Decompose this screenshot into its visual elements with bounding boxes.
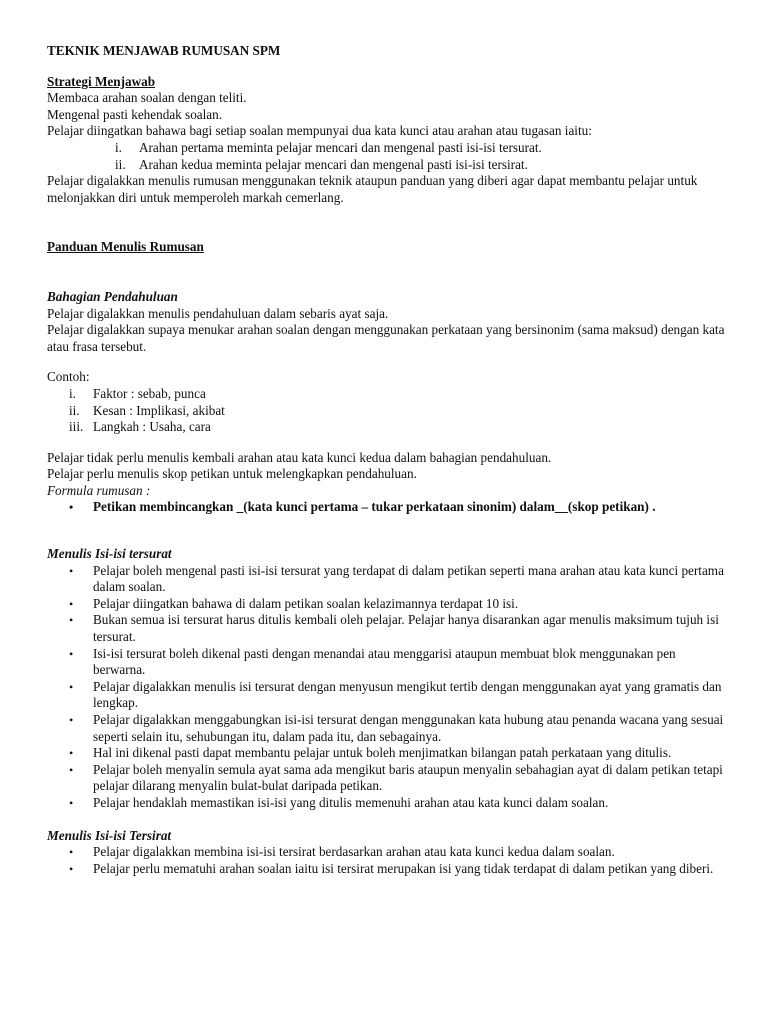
strategi-line-2: Mengenal pasti kehendak soalan. <box>47 106 223 122</box>
list-text: Pelajar digalakkan menggabungkan isi-isi tersurat dengan menggunakan kata hubung atau penanda wacana yang sesuai seperti selain itu, sehubungan itu, dalam pada itu, dan sebagainya. <box>93 712 724 744</box>
bullet-icon: • <box>69 713 74 727</box>
pendahuluan-line-4: Pelajar perlu menulis skop petikan untuk melengkapkan pendahuluan. <box>47 466 417 482</box>
bullet-icon: • <box>69 500 74 515</box>
tersirat-list <box>47 844 728 877</box>
list-item <box>47 563 728 596</box>
strategi-list <box>47 140 728 173</box>
contoh-label: Contoh: <box>47 369 90 385</box>
bullet-icon: • <box>69 795 74 810</box>
list-text: Pelajar perlu mematuhi arahan soalan iaitu isi tersirat merupakan isi yang tidak terdapat di dalam petikan yang diberi. <box>93 860 714 876</box>
bullet-icon: • <box>69 845 74 860</box>
list-text: Pelajar digalakkan membina isi-isi tersirat berdasarkan arahan atau kata kunci kedua dalam soalan. <box>93 844 615 860</box>
list-number: i. <box>69 385 76 401</box>
list-number: ii. <box>69 402 80 418</box>
bullet-icon: • <box>69 596 74 611</box>
strategi-line-3: Pelajar diingatkan bahawa bagi setiap soalan mempunyai dua kata kunci atau arahan atau tugasan iaitu: <box>47 123 592 139</box>
tersurat-heading: Menulis Isi-isi tersurat <box>47 546 172 562</box>
contoh-list <box>47 386 728 436</box>
list-number: iii. <box>69 419 84 435</box>
list-item <box>47 646 728 679</box>
pendahuluan-heading: Bahagian Pendahuluan <box>47 288 178 304</box>
list-text: Hal ini dikenal pasti dapat membantu pelajar untuk boleh menjimatkan bilangan patah perkataan yang ditulis. <box>93 745 672 761</box>
tersirat-heading: Menulis Isi-isi Tersirat <box>47 827 172 843</box>
list-item <box>47 596 728 613</box>
list-text: Pelajar diingatkan bahawa di dalam petikan soalan kelazimannya terdapat 10 isi. <box>93 595 519 611</box>
bullet-icon: • <box>69 746 74 761</box>
list-text: Faktor : sebab, punca <box>93 385 206 401</box>
document-title: TEKNIK MENJAWAB RUMUSAN SPM <box>47 43 281 58</box>
list-text: Langkah : Usaha, cara <box>93 419 211 435</box>
list-item <box>47 403 728 420</box>
strategi-line-1: Membaca arahan soalan dengan teliti. <box>47 90 247 106</box>
list-number: i. <box>115 139 122 155</box>
list-text: Pelajar hendaklah memastikan isi-isi yang ditulis memenuhi arahan atau kata kunci dalam soalan. <box>93 794 609 810</box>
bullet-icon: • <box>69 762 74 777</box>
formula-list <box>47 499 728 516</box>
formula-label: Formula rumusan : <box>47 482 151 498</box>
list-number: ii. <box>115 156 126 172</box>
list-text: Pelajar boleh menyalin semula ayat sama ada mengikut baris ataupun menyalin sebahagian ayat di dalam petikan tetapi pelajar dilarang menyalin bulat-bulat daripada petikan. <box>93 761 723 794</box>
bullet-icon: • <box>69 563 74 578</box>
list-item <box>47 499 728 516</box>
formula-text: Petikan membincangkan _(kata kunci pertama – tukar perkataan sinonim) dalam__(skop petikan) . <box>93 499 656 515</box>
pendahuluan-line-1: Pelajar digalakkan menulis pendahuluan dalam sebaris ayat saja. <box>47 305 389 321</box>
list-text: Pelajar boleh mengenal pasti isi-isi tersurat yang terdapat di dalam petikan seperti mana arahan atau kata kunci pertama dalam soalan. <box>93 562 724 595</box>
list-item <box>47 612 728 645</box>
list-text: Kesan : Implikasi, akibat <box>93 402 225 418</box>
list-item <box>47 386 728 403</box>
list-item <box>47 679 728 712</box>
list-item <box>47 419 728 436</box>
list-item <box>47 861 728 878</box>
list-item <box>47 762 728 795</box>
list-text: Arahan kedua meminta pelajar mencari dan mengenal pasti isi-isi tersirat. <box>139 156 528 172</box>
strategi-closing: Pelajar digalakkan menulis rumusan menggunakan teknik ataupun panduan yang diberi agar dapat membantu pelajar untuk melonjakkan diri untuk memperoleh markah cemerlang. <box>47 173 698 205</box>
pendahuluan-line-2: Pelajar digalakkan supaya menukar arahan soalan dengan menggunakan perkataan yang bersinonim (sama maksud) dengan kata atau frasa tersebut. <box>47 322 725 354</box>
bullet-icon: • <box>69 613 74 628</box>
panduan-heading: Panduan Menulis Rumusan <box>47 239 204 255</box>
list-text: Bukan semua isi tersurat harus ditulis kembali oleh pelajar. Pelajar hanya disarankan agar menulis maksimum tujuh isi tersurat. <box>93 612 719 645</box>
list-item <box>47 157 728 174</box>
bullet-icon: • <box>69 679 74 694</box>
list-text: Arahan pertama meminta pelajar mencari dan mengenal pasti isi-isi tersurat. <box>139 139 542 155</box>
strategi-heading: Strategi Menjawab <box>47 73 156 89</box>
list-item <box>47 795 728 812</box>
pendahuluan-line-3: Pelajar tidak perlu menulis kembali arahan atau kata kunci kedua dalam bahagian pendahuluan. <box>47 449 552 465</box>
list-item <box>47 844 728 861</box>
bullet-icon: • <box>69 646 74 661</box>
list-item <box>47 745 728 762</box>
list-text: Isi-isi tersurat boleh dikenal pasti dengan menandai atau menggarisi ataupun membuat blok menggunakan pen berwarna. <box>93 645 676 678</box>
list-text: Pelajar digalakkan menulis isi tersurat dengan menyusun mengikut tertib dengan menggunakan ayat yang gramatis dan lengkap. <box>93 678 722 711</box>
list-item <box>47 712 728 745</box>
tersurat-list <box>47 563 728 812</box>
bullet-icon: • <box>69 861 74 876</box>
list-item <box>47 140 728 157</box>
